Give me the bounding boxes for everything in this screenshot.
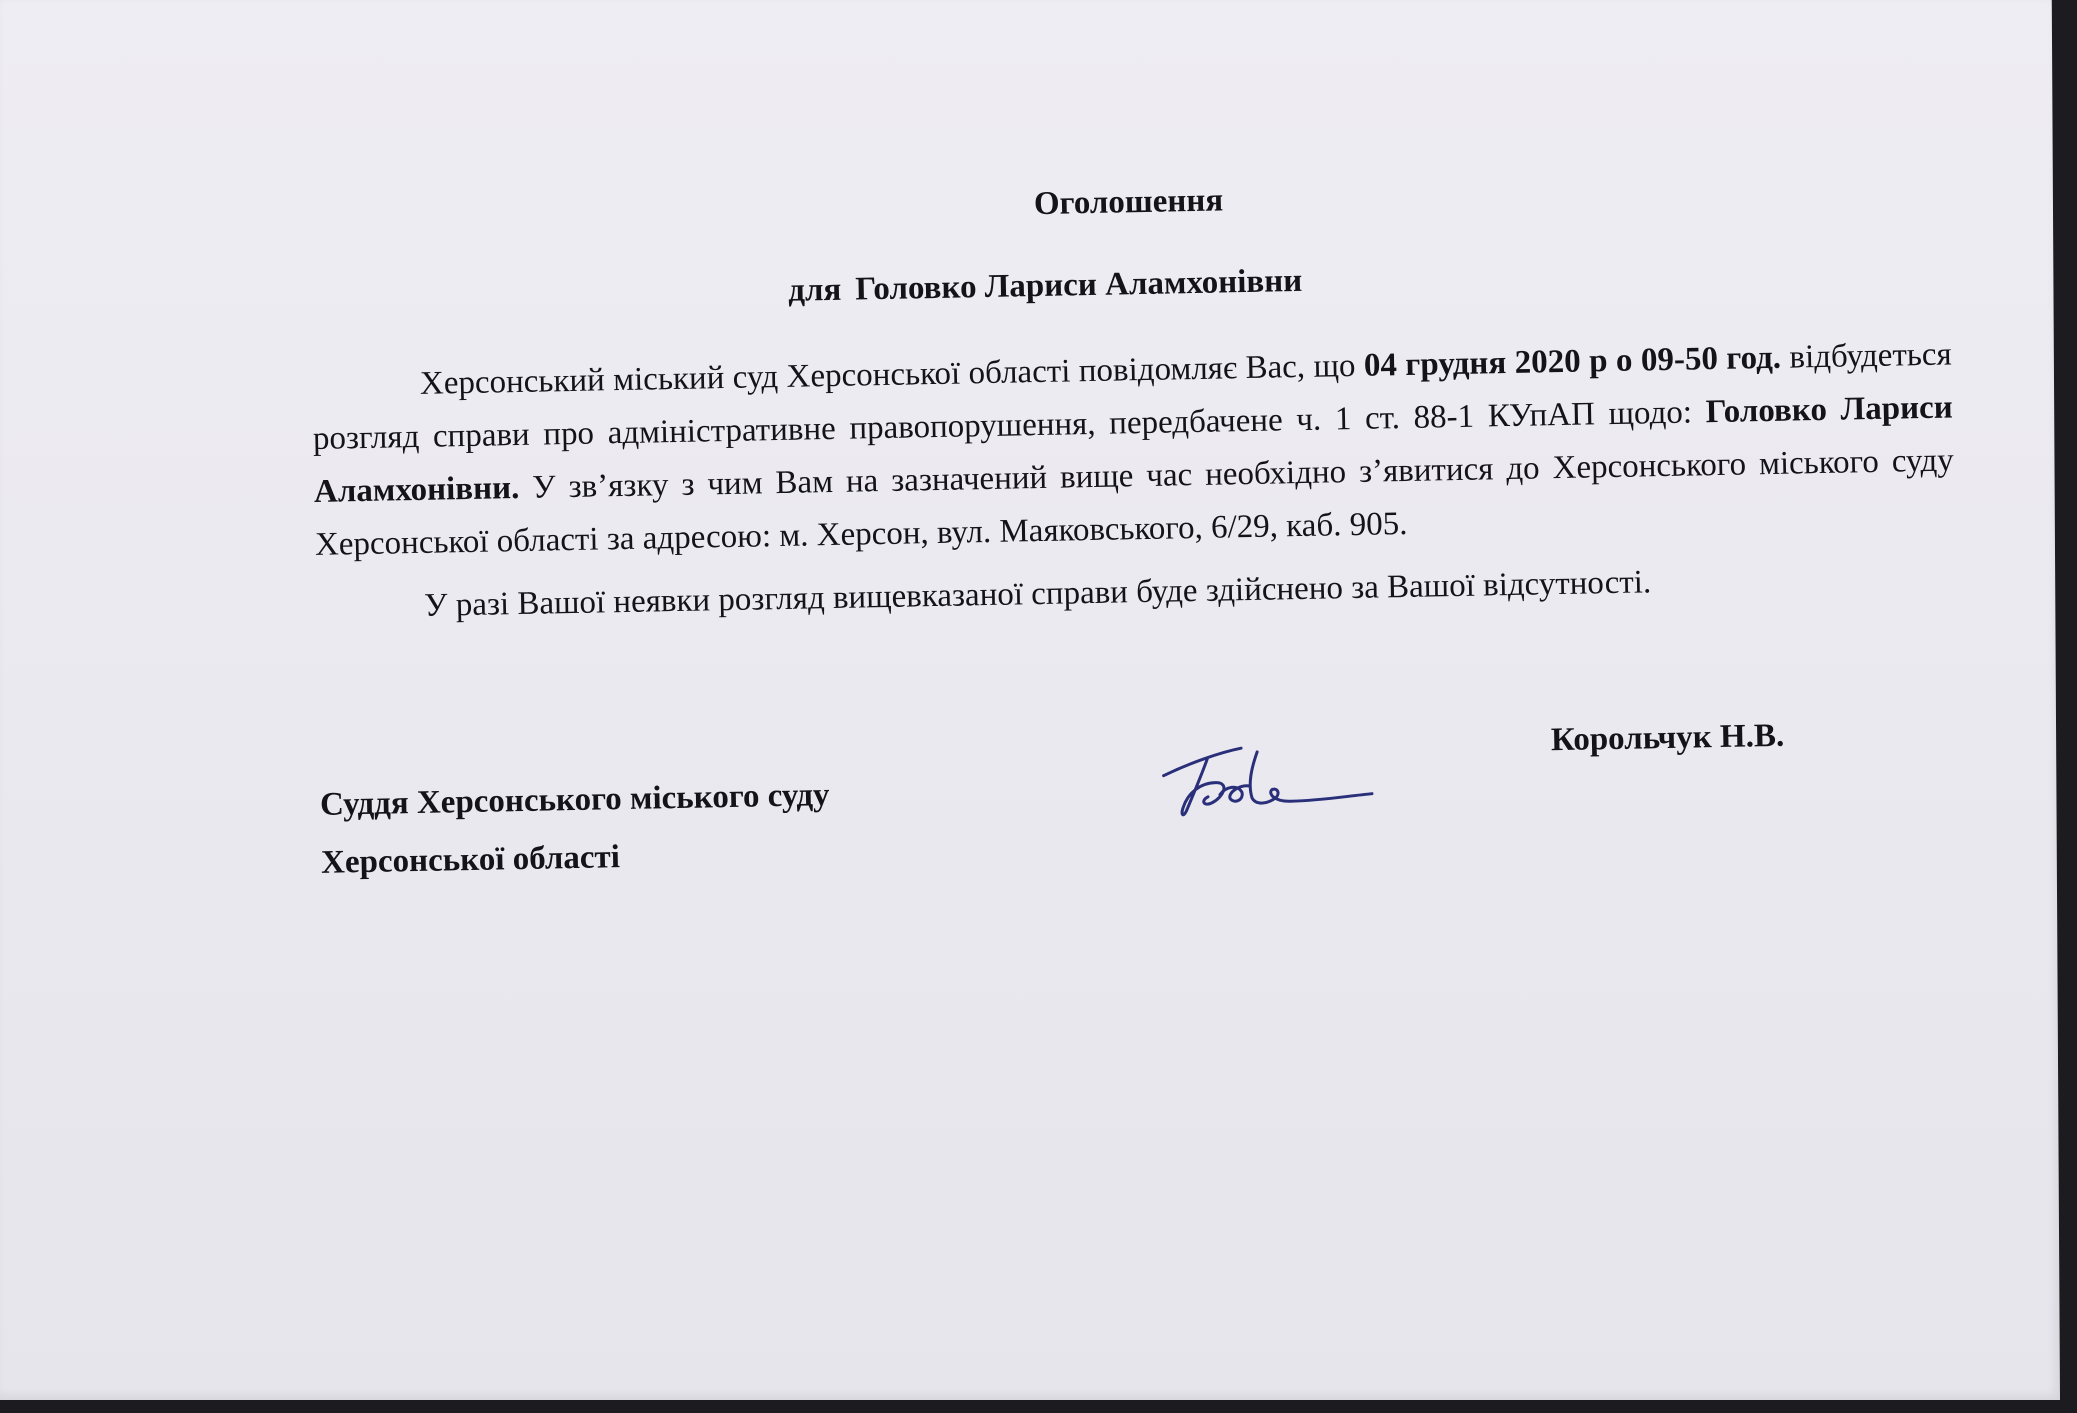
- subtitle-name: Головко Лариси Аламхонівни: [854, 262, 1303, 308]
- signer-title-line-1: Суддя Херсонського міського суду: [319, 777, 830, 823]
- signer-name: Корольчук Н.В.: [1550, 717, 1785, 759]
- handwritten-signature: [1149, 720, 1381, 834]
- document-title: Оголошення: [1033, 182, 1224, 223]
- notice-text-2: відбудеться розгляд справи про адміністративне правопорушення, передбачене ч. 1 ст. 88-1 КУпАП щодо:: [312, 336, 1953, 457]
- hearing-date-time: 04 грудня 2020 р о 09-50 год.: [1363, 339, 1782, 384]
- signer-title: [319, 766, 831, 892]
- subtitle-prefix: для: [787, 271, 842, 309]
- signer-title-line-2: Херсонської області: [320, 839, 621, 881]
- paragraph-absence: У разі Вашої неявки розгляд вищевказаної справи буде здійснено за Вашої відсутності.: [423, 564, 1652, 624]
- notice-text-3: У зв’язку з чим Вам на зазначений вище час необхідно з’явитися до Херсонського міського суду Херсонської області за адресою: м. Херсон, вул. Маяковського, 6/29, каб. 905.: [314, 442, 1955, 563]
- paragraph-notice: [311, 328, 1955, 571]
- defendant-name: Головко Лариси Аламхонівни.: [313, 389, 1954, 510]
- document-body: [311, 328, 1956, 639]
- notice-text-1: Херсонський міський суд Херсонської області повідомляє Вас, що: [419, 347, 1365, 402]
